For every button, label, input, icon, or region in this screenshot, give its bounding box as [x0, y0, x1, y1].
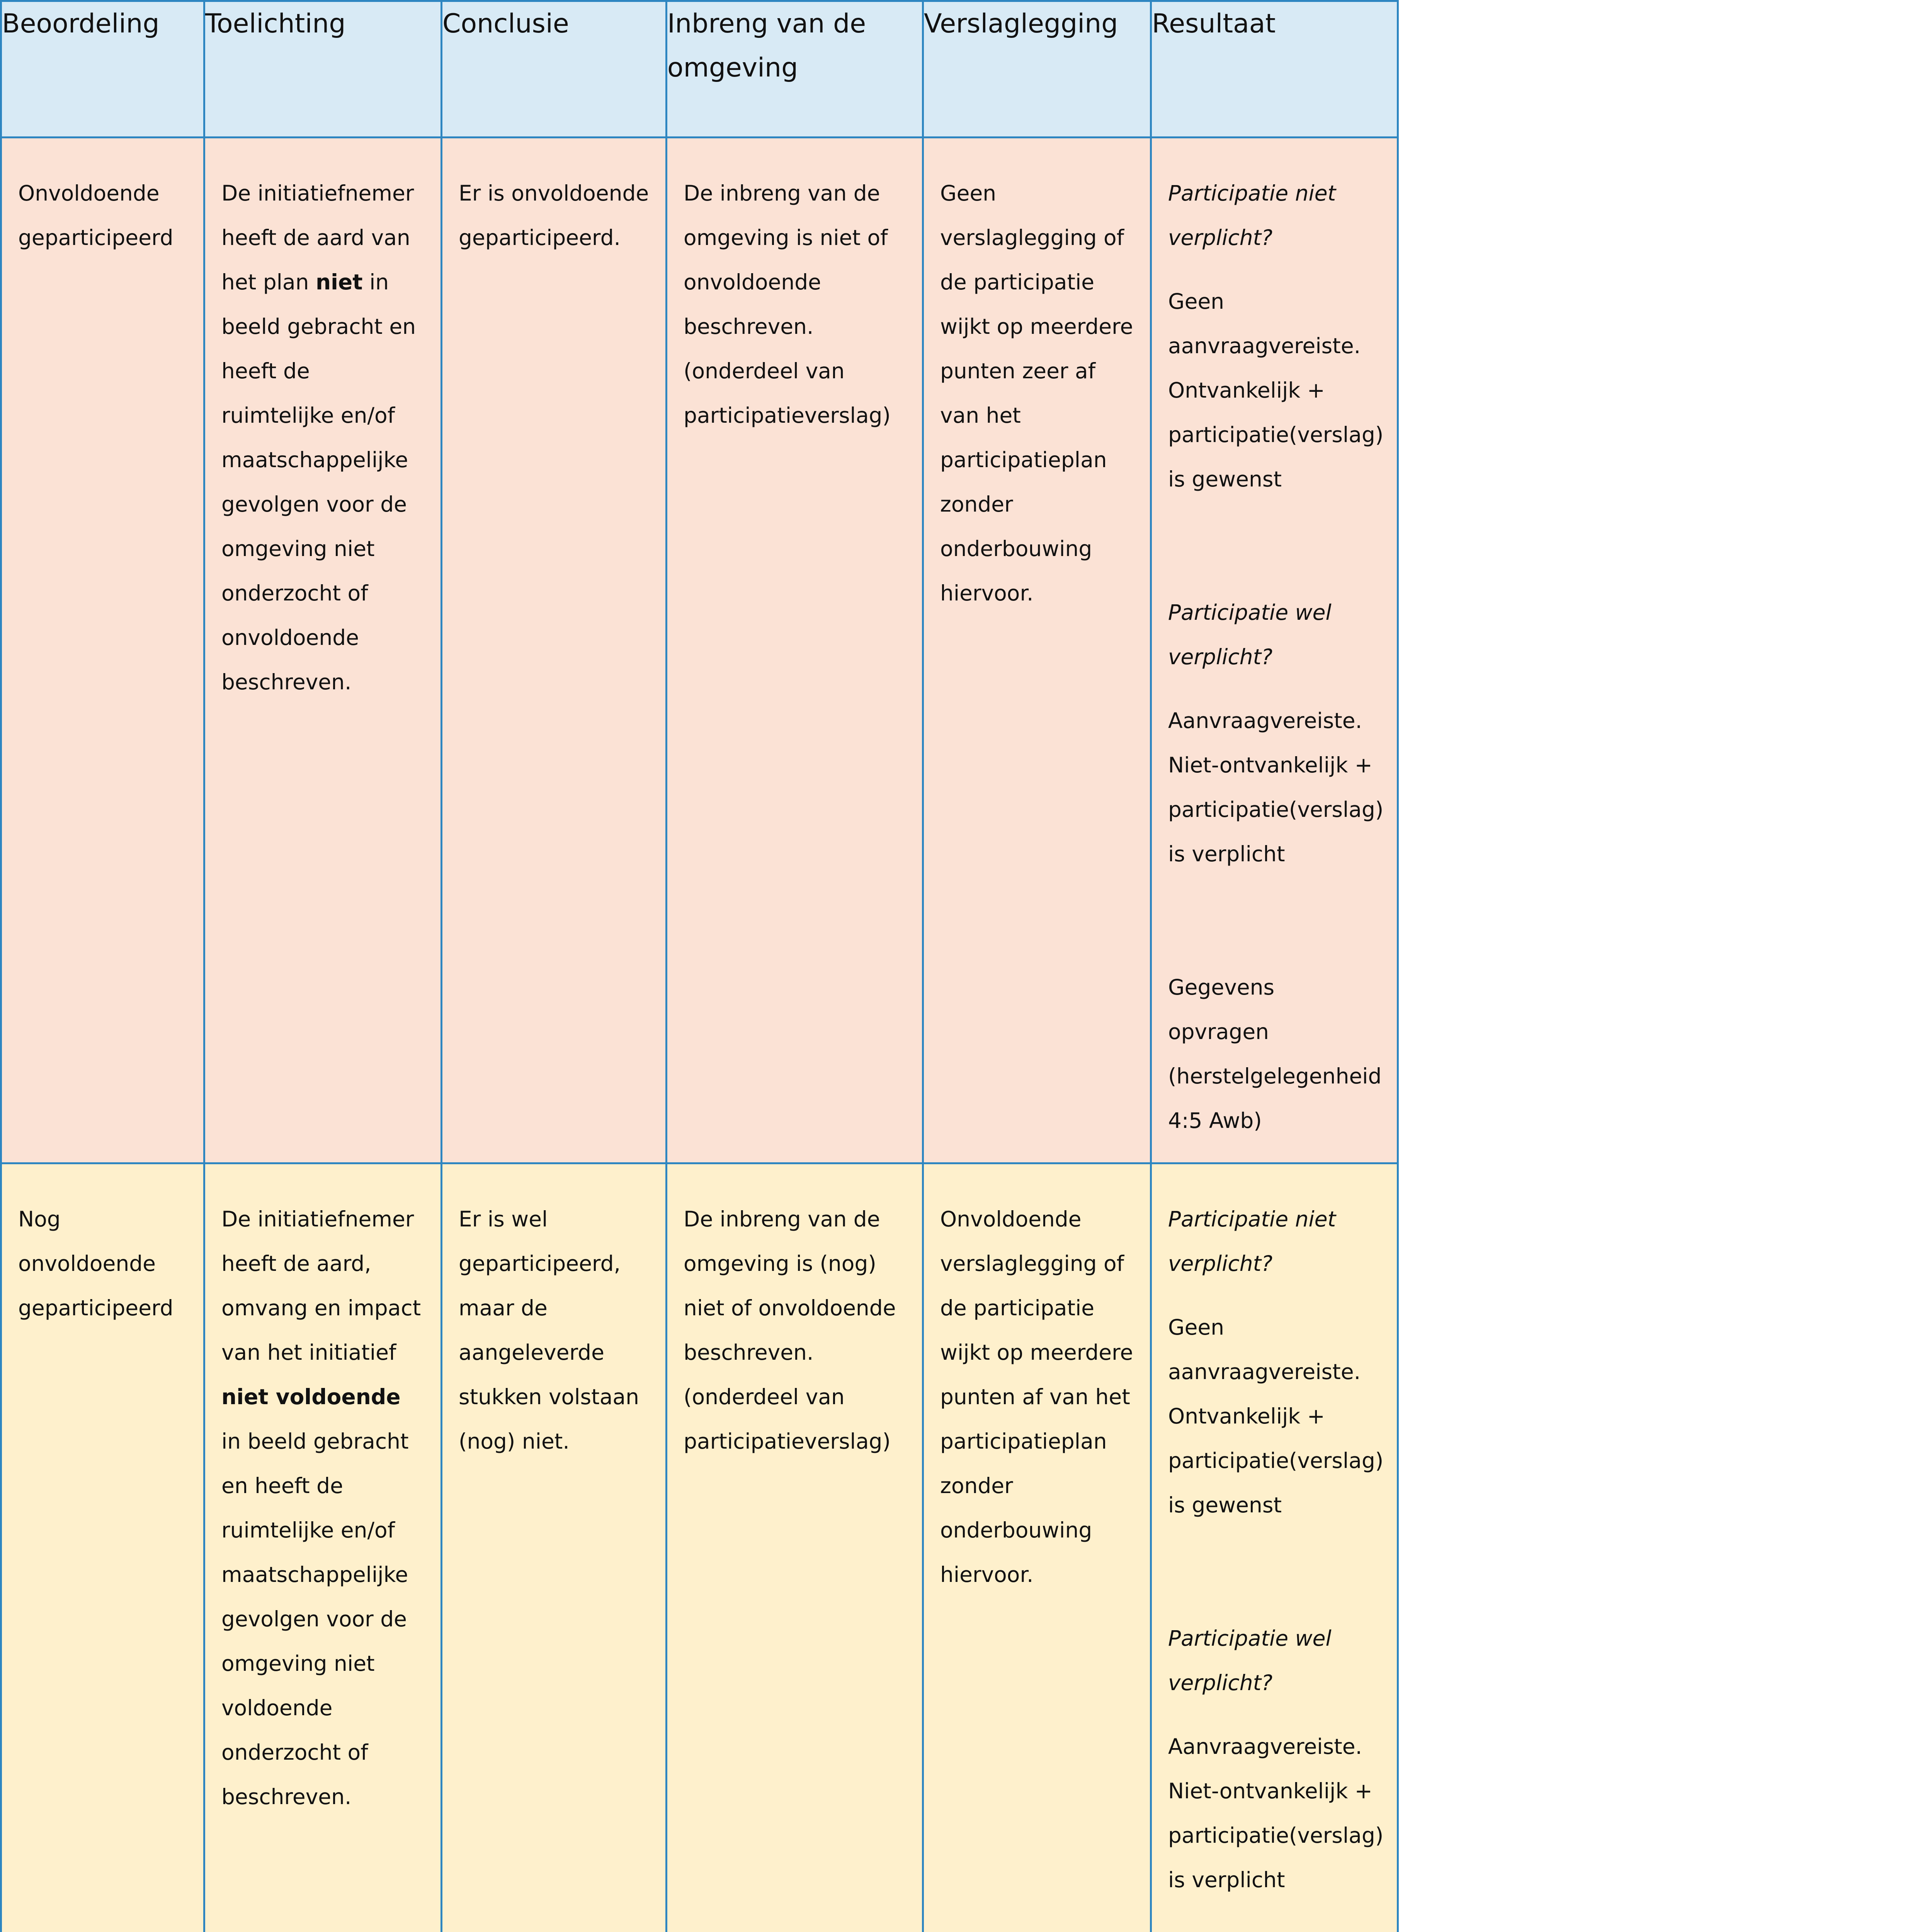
cell-conclusie [442, 1163, 667, 1932]
resultaat-wel-verplicht-label: Participatie wel verplicht? [1168, 600, 1332, 669]
inbreng-text: De inbreng van de omgeving is niet of onvoldoende beschreven. (onderdeel van participatieverslag) [684, 181, 891, 428]
cell-toelichting [204, 1163, 442, 1932]
cell-resultaat [1151, 1163, 1398, 1932]
beoordeling-text: Onvoldoende geparticipeerd [18, 181, 173, 250]
inbreng-text: De inbreng van de omgeving is (nog) niet of onvoldoende beschreven. (onderdeel van participatieverslag) [684, 1207, 896, 1454]
verslaglegging-text: Geen verslaglegging of de participatie wijkt op meerdere punten zeer af van het participatieplan zonder onderbouwing hiervoor. [940, 181, 1133, 605]
cell-conclusie [442, 138, 667, 1163]
header-toelichting: Toelichting [204, 1, 442, 138]
toelichting-emphasis: niet voldoende [221, 1384, 401, 1409]
resultaat-wel-verplicht-text: Aanvraagvereiste. Niet-ontvankelijk + participatie(verslag) is verplicht [1168, 1734, 1384, 1892]
header-inbreng: Inbreng van de omgeving [667, 1, 923, 138]
header-conclusie: Conclusie [442, 1, 667, 138]
resultaat-niet-verplicht-text: Geen aanvraagvereiste. Ontvankelijk + participatie(verslag) is gewenst [1168, 289, 1384, 492]
resultaat-niet-verplicht-label: Participatie niet verplicht? [1168, 181, 1336, 250]
toelichting-text: De initiatiefnemer heeft de aard, omvang en impact van het initiatief niet voldoende in beeld gebracht en heeft de ruimtelijke en/of maatschappelijke gevolgen voor de omgeving niet voldoende onderzocht of beschreven. [221, 1207, 421, 1809]
resultaat-niet-verplicht-text: Geen aanvraagvereiste. Ontvankelijk + participatie(verslag) is gewenst [1168, 1315, 1384, 1517]
conclusie-text: Er is onvoldoende geparticipeerd. [459, 181, 649, 250]
header-resultaat: Resultaat [1151, 1, 1398, 138]
conclusie-text: Er is wel geparticipeerd, maar de aangeleverde stukken volstaan (nog) niet. [459, 1207, 639, 1454]
resultaat-niet-verplicht-label: Participatie niet verplicht? [1168, 1207, 1336, 1276]
header-beoordeling: Beoordeling [1, 1, 204, 138]
cell-toelichting [204, 138, 442, 1163]
resultaat-wel-verplicht-text: Aanvraagvereiste. Niet-ontvankelijk + participatie(verslag) is verplicht [1168, 708, 1384, 866]
cell-resultaat [1151, 138, 1398, 1163]
toelichting-text: De initiatiefnemer heeft de aard van het plan niet in beeld gebracht en heeft de ruimtelijke en/of maatschappelijke gevolgen voor de omgeving niet onderzocht of onvoldoende beschreven. [221, 181, 416, 694]
beoordeling-text: Nog onvoldoende geparticipeerd [18, 1207, 173, 1320]
resultaat-gegevens: Gegevens opvragen (herstelgelegenheid 4:5 Awb) [1168, 975, 1382, 1133]
header-row [1, 1, 1398, 138]
cell-beoordeling [1, 1163, 204, 1932]
table-row [1, 138, 1398, 1163]
cell-verslaglegging [923, 1163, 1151, 1932]
resultaat-wel-verplicht-label: Participatie wel verplicht? [1168, 1626, 1332, 1695]
table-row [1, 1163, 1398, 1932]
cell-inbreng [667, 138, 923, 1163]
header-verslaglegging: Verslaglegging [923, 1, 1151, 138]
cell-verslaglegging [923, 138, 1151, 1163]
toelichting-emphasis: niet [315, 270, 363, 294]
verslaglegging-text: Onvoldoende verslaglegging of de participatie wijkt op meerdere punten af van het participatieplan zonder onderbouwing hiervoor. [940, 1207, 1133, 1587]
cell-inbreng [667, 1163, 923, 1932]
cell-beoordeling [1, 138, 204, 1163]
